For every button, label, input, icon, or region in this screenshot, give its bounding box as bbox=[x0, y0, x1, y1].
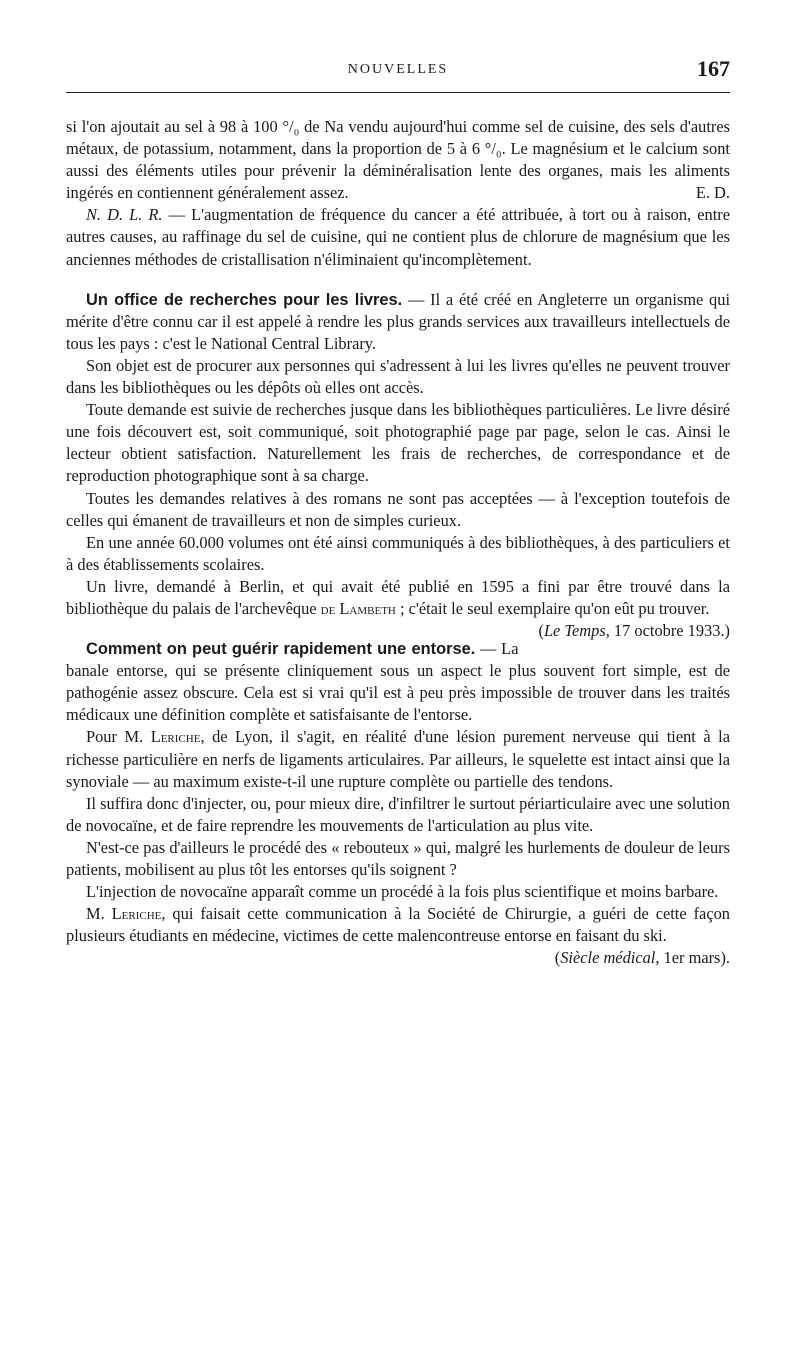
paragraph: L'injection de novocaïne apparaît comme un procédé à la fois plus scientifique et moins barbare. bbox=[86, 882, 719, 902]
citation-date: 1er mars). bbox=[659, 948, 730, 968]
page-body bbox=[66, 116, 730, 969]
small-caps-name: de Lambeth bbox=[320, 598, 396, 618]
editor-note-label: N. D. L. R. bbox=[86, 205, 163, 225]
running-head: NOUVELLES bbox=[347, 62, 449, 77]
paragraph-text: Un livre, demandé à Berlin, et qui avait été publié en 1595 a fini par être trouvé dans la bibliothèque du palais de l'archevêque bbox=[66, 576, 730, 618]
citation-source: Siècle médical, bbox=[560, 948, 660, 968]
small-caps-name: Leriche bbox=[150, 727, 201, 747]
section-title: Un office de recherches pour les livres. bbox=[86, 290, 403, 309]
paragraph bbox=[66, 726, 730, 792]
paragraph-text: — L'augmentation de fréquence du cancer a été attribuée, à tort ou à raison, entre autres causes, au raffinage du sel de cuisine, qui ne contient plus de chlorure de magnésium que les anciennes méthodes de cristallisation n'éliminaient qu'incomplètement. bbox=[66, 205, 730, 269]
paragraph-text: M. bbox=[86, 904, 112, 924]
citation-date: 17 octobre 1933.) bbox=[609, 621, 730, 641]
citation: (Siècle médical, 1er mars). bbox=[554, 948, 730, 968]
paragraph: Toute demande est suivie de recherches jusque dans les bibliothèques particulières. Le livre désiré une fois découvert est, soit communiqué, soit photographié page par page, selon le cas. Ainsi le lecteur obtient satisfaction. Naturellement les frais de recherches, de correspondance et de reproduction photographique sont à sa charge. bbox=[66, 400, 730, 486]
citation-source: Le Temps, bbox=[543, 621, 610, 641]
paragraph-text: Pour M. bbox=[86, 727, 151, 747]
paragraph: Toutes les demandes relatives à des romans ne sont pas acceptées — à l'exception toutefois de celles qui émanent de travailleurs et non de simples curieux. bbox=[66, 488, 730, 530]
page-header bbox=[66, 52, 730, 93]
signature: E. D. bbox=[695, 183, 730, 203]
paragraph: N'est-ce pas d'ailleurs le procédé des « rebouteux » qui, malgré les hurlements de douleur de leurs patients, mobilisent au plus tôt les entorses qu'ils soignent ? bbox=[66, 837, 730, 879]
paragraph-text: , qui faisait cette communication à la Société de Chirurgie, a guéri de cette façon plusieurs étudiants en médecine, victimes de cette malencontreuse entorse en faisant du ski. bbox=[66, 904, 730, 946]
paragraph bbox=[66, 116, 730, 204]
paragraph-text: , de Lyon, il s'agit, en réalité d'une lésion purement nerveuse qui tient à la richesse particulière en nerfs de ligaments articulaires. Par ailleurs, le squelette est intact ainsi que la synoviale — au maximum existe-t-il une rupture complète ou partielle des tendons. bbox=[66, 727, 730, 791]
paragraph bbox=[66, 903, 730, 968]
citation: (Le Temps, 17 octobre 1933.) bbox=[538, 621, 730, 641]
paragraph: Il suffira donc d'injecter, ou, pour mieux dire, d'infiltrer le surtout périarticulaire avec une solution de novocaïne, et de faire reprendre les mouvements de l'articulation au plus vite. bbox=[66, 793, 730, 835]
paragraph: En une année 60.000 volumes ont été ainsi communiqués à des bibliothèques, à des particuliers et à des établissements scolaires. bbox=[66, 532, 730, 574]
paragraph-text: — La banale entorse, qui se présente cliniquement sous un aspect le plus souvent fort simple, est de pathogénie assez obscure. Cela est si vrai qu'il est à peu près impossible de trouver dans les traités médicaux une définition complète et satisfaisante de l'entorse. bbox=[66, 639, 730, 725]
section-title: Comment on peut guérir rapidement une entorse. bbox=[86, 640, 476, 659]
paragraph-text: ; c'était le seul exemplaire qu'on eût pu trouver. bbox=[395, 598, 710, 618]
page-number: 167 bbox=[697, 56, 730, 81]
paragraph bbox=[66, 576, 730, 641]
paragraph: Son objet est de procurer aux personnes qui s'adressent à lui les livres qu'elles ne peuvent trouver dans les bibliothèques ou les dépôts où elles ont accès. bbox=[66, 355, 730, 398]
section-lead bbox=[66, 638, 730, 726]
paragraph-text: — Il a été créé en Angleterre un organisme qui mérite d'être connu car il est appelé à rendre les plus grands services aux travailleurs intellectuels de tous les pays : c'est le National Central Library. bbox=[66, 289, 730, 353]
small-caps-name: Leriche bbox=[111, 904, 162, 924]
paragraph-text: si l'on ajoutait au sel à 98 à 100 °/₀ de Na vendu aujourd'hui comme sel de cuisine, des sels d'autres métaux, de potassium, notamment, dans la proportion de 5 à 6 °/₀. Le magnésium et le calcium sont aussi des éléments utiles pour prévenir la déminéralisation lente des organes, mais les aliments ingérés en contiennent généralement assez. bbox=[66, 117, 730, 203]
editor-note bbox=[66, 204, 730, 270]
section-lead bbox=[66, 289, 730, 355]
